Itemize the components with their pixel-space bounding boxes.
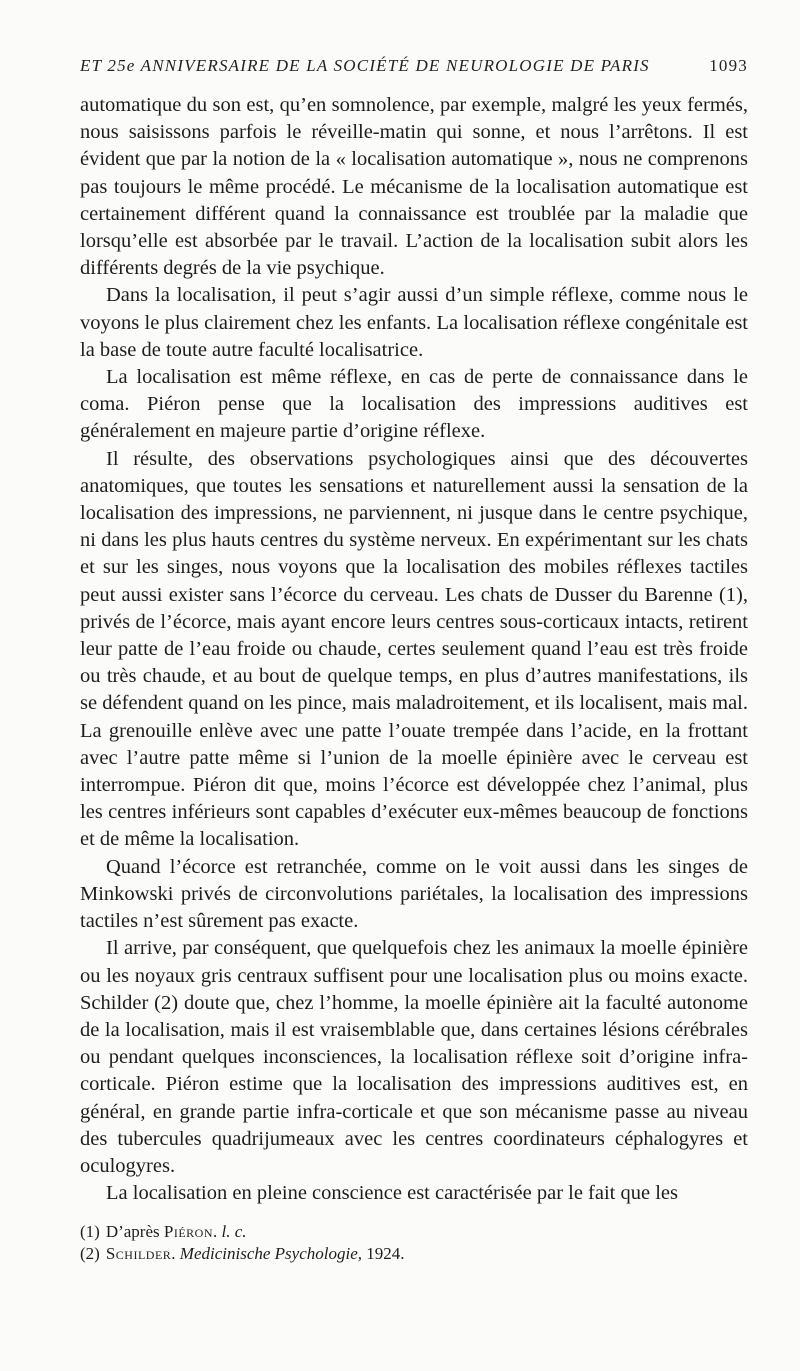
body-text [80, 92, 748, 1207]
paragraph: Dans la localisation, il peut s’agir aussi d’un simple réflexe, comme nous le voyons le plus clairement chez les enfants. La localisation réflexe congénitale est la base de toute autre faculté localisatrice. [80, 284, 748, 361]
footnote: (2) Schilder. Medicinische Psychologie, 1924. [80, 1244, 405, 1263]
running-header [80, 56, 748, 80]
footnote-number: (1) [80, 1222, 100, 1241]
paragraph: La localisation est même réflexe, en cas de perte de connaissance dans le coma. Piéron pense que la localisation des impressions auditives est généralement en majeure partie d’origine réflexe. [80, 366, 748, 443]
paragraph: Quand l’écorce est retranchée, comme on le voit aussi dans les singes de Minkowski privés de circonvolutions pariétales, la localisation des impressions tactiles n’est sûrement pas exacte. [80, 855, 748, 933]
footnote: (1) D’après Piéron. l. c. [80, 1222, 247, 1241]
page-number: 1093 [709, 56, 748, 75]
paragraph: automatique du son est, qu’en somnolence, par exemple, malgré les yeux fermés, nous saisissons parfois le réveille-matin qui sonne, et nous l’arrêtons. Il est évident que par la notion de la « localisation automatique », nous ne comprenons pas toujours le même procédé. Le mécanisme de la localisation automatique est certainement différent quand la connaissance est troublée par la maladie que lorsqu’elle est absorbée par le travail. L’action de la localisation subit alors les différents degrés de la vie psychique. [80, 94, 748, 280]
paragraph: Il résulte, des observations psychologiques ainsi que des découvertes anatomiques, que toutes les sensations et naturellement aussi la sensation de la localisation des impressions, ne parviennent, ni jusque dans le centre psychique, ni dans les plus hauts centres du système nerveux. En expérimentant sur les chats et sur les singes, nous voyons que la localisation des mobiles réflexes tactiles peut aussi exister sans l’écorce du cerveau. Les chats de Dusser du Barenne (1), privés de l’écorce, mais ayant encore leurs centres sous-corticaux intacts, retirent leur patte de l’eau froide ou chaude, certes seulement quand l’eau est très froide ou très chaude, et au bout de quelque temps, en plus d’autres manifestations, ils se défendent quand on les pince, mais maladroitement, et ils localisent, mais mal. La grenouille enlève avec une patte l’ouate trempée dans l’acide, en la frottant avec l’autre patte même si l’union de la moelle épinière avec le cerveau est interrompue. Piéron dit que, moins l’écorce est développée chez l’animal, plus les centres inférieurs sont capables d’exécuter eux-mêmes beaucoup de fonctions et de même la localisation. [80, 447, 748, 851]
footnote-reference: l. c. [221, 1222, 247, 1241]
footnote-author: Schilder [105, 1244, 172, 1263]
footnote-number: (2) [80, 1244, 100, 1263]
footnote-prefix: D’après [105, 1222, 164, 1241]
footnote-year: 1924. [362, 1244, 405, 1263]
paragraph: La localisation en pleine conscience est caractérisée par le fait que les [106, 1182, 678, 1205]
footnotes [80, 1221, 748, 1265]
paragraph: Il arrive, par conséquent, que quelquefois chez les animaux la moelle épinière ou les noyaux gris centraux suffisent pour une localisation plus ou moins exacte. Schilder (2) doute que, chez l’homme, la moelle épinière ait la faculté autonome de la localisation, mais il est vraisemblable que, dans certaines lésions cérébrales ou pendant quelques inconsciences, la localisation réflexe soit d’origine infra-corticale. Piéron estime que la localisation des impressions auditives est, en général, en grande partie infra-corticale et que son mécanisme passe au niveau des tubercules quadrijumeaux avec les centres coordinateurs céphalogyres et oculogyres. [80, 937, 748, 1177]
footnote-author: Piéron [163, 1222, 214, 1241]
footnote-reference: Medicinische Psychologie, [179, 1244, 362, 1263]
running-title: ET 25e ANNIVERSAIRE DE LA SOCIÉTÉ DE NEUROLOGIE DE PARIS [80, 56, 650, 75]
